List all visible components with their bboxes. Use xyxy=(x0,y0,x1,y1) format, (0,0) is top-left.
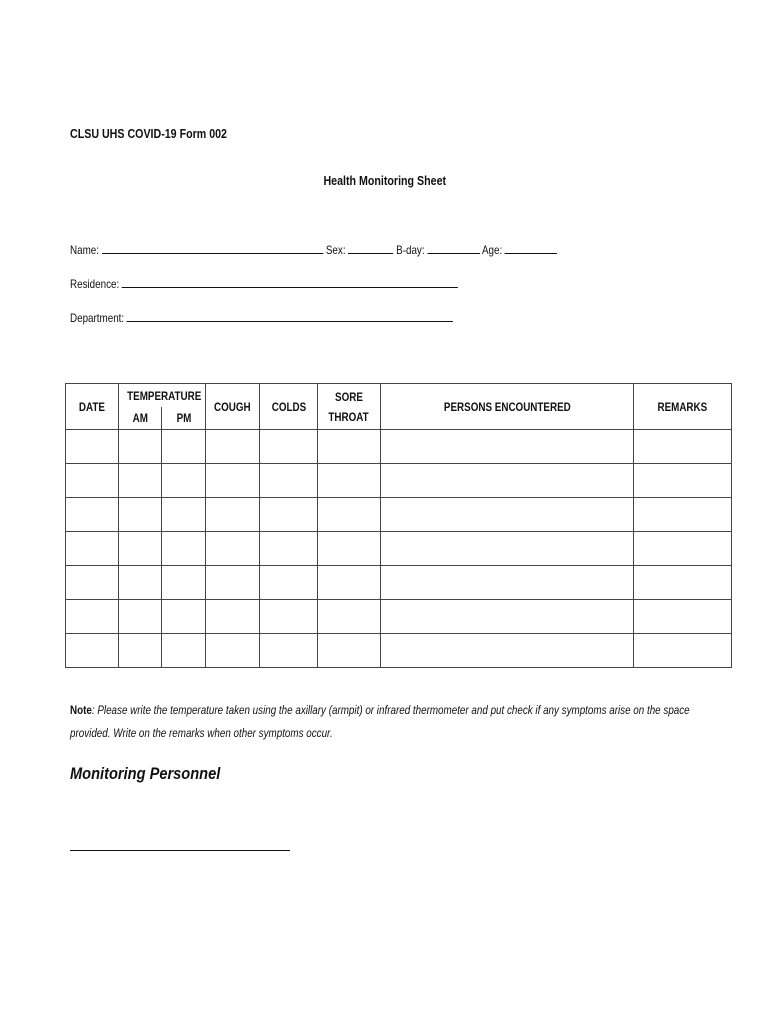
header-date: DATE xyxy=(66,384,119,430)
sex-label: Sex: xyxy=(325,243,346,257)
colds-cell[interactable] xyxy=(260,464,318,498)
colds-cell[interactable] xyxy=(260,600,318,634)
date-cell[interactable] xyxy=(66,498,119,532)
header-colds: COLDS xyxy=(260,384,318,430)
am-cell[interactable] xyxy=(119,566,162,600)
persons-cell[interactable] xyxy=(381,566,634,600)
department-line xyxy=(70,309,453,325)
header-temperature: TEMPERATURE xyxy=(119,384,206,408)
sore-throat-cell[interactable] xyxy=(318,464,381,498)
persons-cell[interactable] xyxy=(381,430,634,464)
age-field[interactable] xyxy=(505,241,557,254)
name-sex-bday-age-line xyxy=(70,241,557,257)
sheet-title-text: Health Monitoring Sheet xyxy=(323,173,447,188)
department-label: Department: xyxy=(70,311,125,325)
persons-cell[interactable] xyxy=(381,464,634,498)
cough-cell[interactable] xyxy=(206,600,260,634)
am-cell[interactable] xyxy=(119,532,162,566)
date-cell[interactable] xyxy=(66,566,119,600)
bday-label: B-day: xyxy=(396,243,425,257)
sore-throat-cell[interactable] xyxy=(318,430,381,464)
remarks-cell[interactable] xyxy=(634,566,732,600)
bday-field[interactable] xyxy=(427,241,479,254)
age-label: Age: xyxy=(481,243,503,257)
colds-cell[interactable] xyxy=(260,498,318,532)
date-cell[interactable] xyxy=(66,464,119,498)
sore-throat-cell[interactable] xyxy=(318,532,381,566)
pm-cell[interactable] xyxy=(162,532,206,566)
header-sore-throat: SORE THROAT xyxy=(318,384,381,430)
date-cell[interactable] xyxy=(66,600,119,634)
sheet-title xyxy=(0,173,770,188)
am-cell[interactable] xyxy=(119,464,162,498)
pm-cell[interactable] xyxy=(162,566,206,600)
signature-line[interactable] xyxy=(70,850,290,851)
cough-cell[interactable] xyxy=(206,532,260,566)
sore-throat-cell[interactable] xyxy=(318,498,381,532)
sore-throat-cell[interactable] xyxy=(318,566,381,600)
remarks-cell[interactable] xyxy=(634,498,732,532)
table-row xyxy=(66,532,732,566)
note-label: Note xyxy=(70,703,92,717)
residence-line xyxy=(70,275,458,291)
cough-cell[interactable] xyxy=(206,498,260,532)
pm-cell[interactable] xyxy=(162,430,206,464)
persons-cell[interactable] xyxy=(381,634,634,668)
pm-cell[interactable] xyxy=(162,498,206,532)
monitoring-personnel-heading: Monitoring Personnel xyxy=(70,764,221,783)
date-cell[interactable] xyxy=(66,532,119,566)
cough-cell[interactable] xyxy=(206,430,260,464)
date-cell[interactable] xyxy=(66,634,119,668)
header-remarks: REMARKS xyxy=(634,384,732,430)
am-cell[interactable] xyxy=(119,634,162,668)
form-code: CLSU UHS COVID-19 Form 002 xyxy=(70,126,227,141)
date-cell[interactable] xyxy=(66,430,119,464)
pm-cell[interactable] xyxy=(162,464,206,498)
pm-cell[interactable] xyxy=(162,600,206,634)
header-cough: COUGH xyxy=(206,384,260,430)
pm-cell[interactable] xyxy=(162,634,206,668)
cough-cell[interactable] xyxy=(206,464,260,498)
table-row xyxy=(66,430,732,464)
remarks-cell[interactable] xyxy=(634,430,732,464)
residence-field[interactable] xyxy=(122,275,458,288)
colds-cell[interactable] xyxy=(260,430,318,464)
name-field[interactable] xyxy=(102,241,323,254)
remarks-cell[interactable] xyxy=(634,634,732,668)
header-pm: PM xyxy=(162,407,206,430)
name-label: Name: xyxy=(70,243,99,257)
header-am: AM xyxy=(119,407,162,430)
am-cell[interactable] xyxy=(119,498,162,532)
monitoring-table xyxy=(65,383,732,668)
remarks-cell[interactable] xyxy=(634,532,732,566)
note-paragraph xyxy=(70,699,710,745)
sore-throat-cell[interactable] xyxy=(318,634,381,668)
colds-cell[interactable] xyxy=(260,532,318,566)
remarks-cell[interactable] xyxy=(634,464,732,498)
department-field[interactable] xyxy=(127,309,453,322)
cough-cell[interactable] xyxy=(206,634,260,668)
am-cell[interactable] xyxy=(119,600,162,634)
colds-cell[interactable] xyxy=(260,566,318,600)
table-row xyxy=(66,566,732,600)
sex-field[interactable] xyxy=(348,241,393,254)
persons-cell[interactable] xyxy=(381,600,634,634)
cough-cell[interactable] xyxy=(206,566,260,600)
table-row xyxy=(66,498,732,532)
residence-label: Residence: xyxy=(70,277,120,291)
table-row xyxy=(66,464,732,498)
table-row xyxy=(66,600,732,634)
note-text: : Please write the temperature taken using the axillary (armpit) or infrared thermometer and put check if any symptoms arise on the space provided. Write on the remarks when other symptoms occur. xyxy=(70,703,690,740)
am-cell[interactable] xyxy=(119,430,162,464)
colds-cell[interactable] xyxy=(260,634,318,668)
sore-throat-cell[interactable] xyxy=(318,600,381,634)
remarks-cell[interactable] xyxy=(634,600,732,634)
persons-cell[interactable] xyxy=(381,498,634,532)
table-row xyxy=(66,634,732,668)
header-persons-encountered: PERSONS ENCOUNTERED xyxy=(381,384,634,430)
persons-cell[interactable] xyxy=(381,532,634,566)
